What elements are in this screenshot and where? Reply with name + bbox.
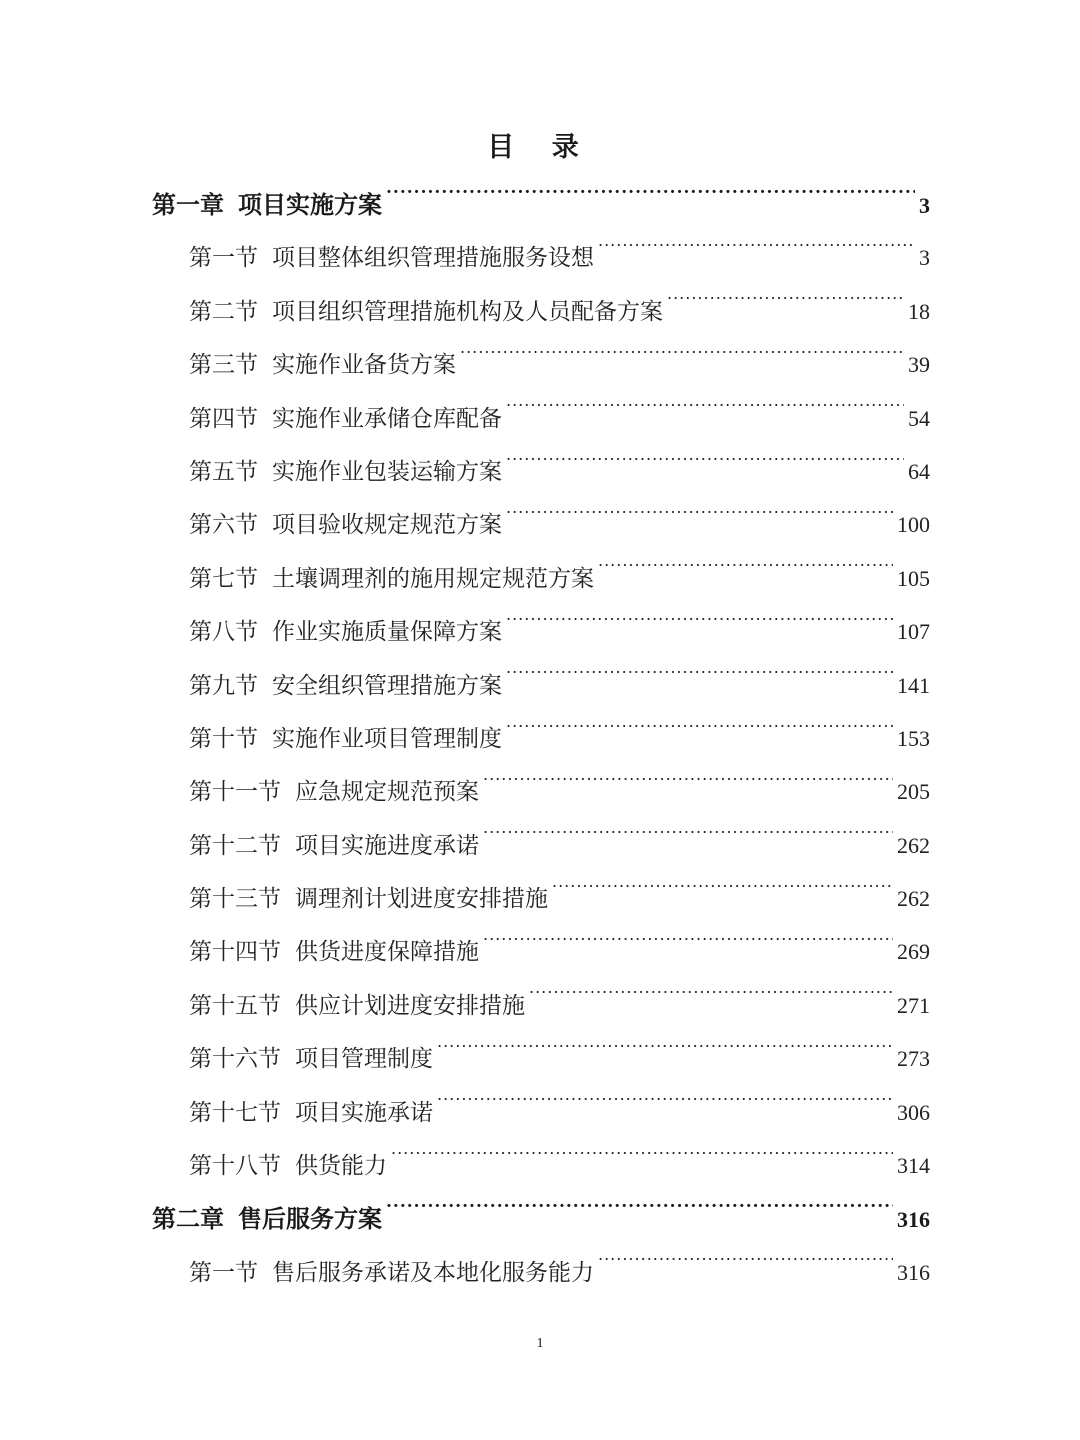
toc-entry-label [189,660,502,713]
toc-entry-page: 54 [908,405,930,431]
toc-chapter-entry[interactable] [152,1192,930,1245]
toc-leader-dots [483,776,893,799]
toc-entry-number: 第三节 [189,352,258,379]
toc-entry-page: 107 [897,619,930,645]
toc-entry-page: 64 [908,458,930,484]
toc-leader-dots [506,456,904,479]
toc-section-entry[interactable] [152,1139,930,1192]
toc-entry-label [189,766,479,819]
toc-entry-page: 306 [897,1099,930,1125]
toc-entry-title: 项目组织管理措施机构及人员配备方案 [272,298,663,325]
toc-entry-number: 第十节 [189,725,258,752]
toc-entry-title: 项目管理制度 [295,1046,433,1073]
toc-entry-number: 第十七节 [189,1099,281,1126]
toc-entry-number: 第七节 [189,565,258,592]
toc-entry-label [189,606,502,659]
toc-entry-title: 项目实施承诺 [295,1099,433,1126]
toc-entry-page: 314 [897,1153,930,1179]
toc-entry-title: 项目验收规定规范方案 [272,512,502,539]
toc-entry-number: 第十四节 [189,939,281,966]
toc-entry-number: 第十三节 [189,886,281,913]
toc-entry-label [189,1247,594,1300]
toc-entry-label [189,1140,387,1193]
toc-entry-page: 262 [897,886,930,912]
toc-entry-title: 项目整体组织管理措施服务设想 [272,245,594,272]
toc-section-entry[interactable] [152,925,930,978]
toc-entry-label [189,339,456,392]
toc-entry-number: 第九节 [189,672,258,699]
toc-title: 目 录 [487,132,593,163]
toc-entry-label [189,873,548,926]
toc-leader-dots [391,1150,893,1173]
toc-section-entry[interactable] [152,1086,930,1139]
toc-entry-title: 售后服务方案 [238,1204,382,1234]
toc-entry-number: 第八节 [189,619,258,646]
toc-entry-label [152,1192,382,1245]
toc-entry-label [152,178,382,231]
toc-entry-number: 第十八节 [189,1153,281,1180]
toc-entry-number: 第二节 [189,298,258,325]
toc-entry-title: 土壤调理剂的施用规定规范方案 [272,565,594,592]
toc-section-entry[interactable] [152,1032,930,1085]
toc-entry-page: 3 [919,245,930,271]
toc-entry-title: 实施作业包装运输方案 [272,458,502,485]
toc-entry-page: 18 [908,298,930,324]
toc-leader-dots [437,1043,893,1066]
toc-entry-label [189,446,502,499]
toc-section-entry[interactable] [152,605,930,658]
toc-section-entry[interactable] [152,979,930,1032]
toc-leader-dots [598,1257,893,1280]
toc-entry-label [189,820,479,873]
toc-section-entry[interactable] [152,659,930,712]
toc-entry-label [189,553,594,606]
toc-leader-dots [506,670,893,693]
toc-entry-title: 供货进度保障措施 [295,939,479,966]
toc-entry-number: 第一节 [189,1259,258,1286]
toc-leader-dots [667,296,904,319]
toc-section-entry[interactable] [152,1246,930,1299]
toc-entry-label [189,926,479,979]
table-of-contents [152,178,930,1299]
toc-entry-title: 项目实施方案 [238,190,382,219]
toc-entry-title: 供货能力 [295,1153,387,1180]
page-number: 1 [536,1336,544,1351]
toc-entry-page: 100 [897,512,930,538]
toc-entry-title: 作业实施质量保障方案 [272,619,502,646]
toc-section-entry[interactable] [152,338,930,391]
toc-entry-page: 316 [897,1207,930,1233]
toc-entry-page: 271 [897,992,930,1018]
toc-entry-number: 第十六节 [189,1046,281,1073]
toc-leader-dots [598,242,915,265]
toc-entry-page: 316 [897,1259,930,1285]
toc-section-entry[interactable] [152,445,930,498]
toc-entry-number: 第十二节 [189,832,281,859]
toc-entry-page: 141 [897,672,930,698]
toc-entry-number: 第四节 [189,405,258,432]
toc-leader-dots [506,616,893,639]
toc-entry-page: 39 [908,352,930,378]
toc-entry-title: 安全组织管理措施方案 [272,672,502,699]
toc-entry-title: 实施作业备货方案 [272,352,456,379]
toc-entry-page: 262 [897,832,930,858]
toc-entry-page: 105 [897,565,930,591]
toc-leader-dots [483,830,893,853]
toc-leader-dots [552,883,893,906]
toc-section-entry[interactable] [152,285,930,338]
toc-entry-page: 273 [897,1046,930,1072]
toc-chapter-entry[interactable] [152,178,930,231]
toc-entry-label [189,1087,433,1140]
toc-section-entry[interactable] [152,498,930,551]
toc-section-entry[interactable] [152,552,930,605]
toc-entry-title: 供应计划进度安排措施 [295,992,525,1019]
toc-entry-number: 第十一节 [189,779,281,806]
toc-leader-dots [386,189,915,213]
toc-entry-number: 第一节 [189,245,258,272]
toc-entry-title: 应急规定规范预案 [295,779,479,806]
toc-entry-page: 269 [897,939,930,965]
toc-entry-label [189,499,502,552]
toc-entry-number: 第六节 [189,512,258,539]
toc-section-entry[interactable] [152,231,930,284]
toc-entry-label [189,232,594,285]
toc-leader-dots [506,723,893,746]
toc-entry-number: 第五节 [189,458,258,485]
toc-leader-dots [437,1097,893,1120]
toc-leader-dots [386,1203,893,1227]
toc-entry-title: 调理剂计划进度安排措施 [295,886,548,913]
toc-section-entry[interactable] [152,819,930,872]
toc-entry-label [189,1033,433,1086]
toc-entry-number: 第十五节 [189,992,281,1019]
toc-leader-dots [460,349,904,372]
toc-entry-label [189,286,663,339]
toc-section-entry[interactable] [152,765,930,818]
toc-entry-title: 实施作业项目管理制度 [272,725,502,752]
toc-entry-page: 153 [897,725,930,751]
toc-leader-dots [529,990,893,1013]
toc-section-entry[interactable] [152,872,930,925]
toc-entry-label [189,980,525,1033]
toc-entry-title: 售后服务承诺及本地化服务能力 [272,1259,594,1286]
toc-leader-dots [506,509,893,532]
toc-section-entry[interactable] [152,392,930,445]
toc-entry-page: 205 [897,779,930,805]
toc-entry-page: 3 [919,193,930,218]
toc-leader-dots [483,936,893,959]
toc-entry-number: 第二章 [152,1204,224,1234]
toc-entry-number: 第一章 [152,190,224,219]
toc-section-entry[interactable] [152,712,930,765]
toc-entry-title: 实施作业承储仓库配备 [272,405,502,432]
toc-entry-title: 项目实施进度承诺 [295,832,479,859]
toc-entry-label [189,393,502,446]
toc-leader-dots [598,563,893,586]
toc-entry-label [189,713,502,766]
toc-leader-dots [506,403,904,426]
